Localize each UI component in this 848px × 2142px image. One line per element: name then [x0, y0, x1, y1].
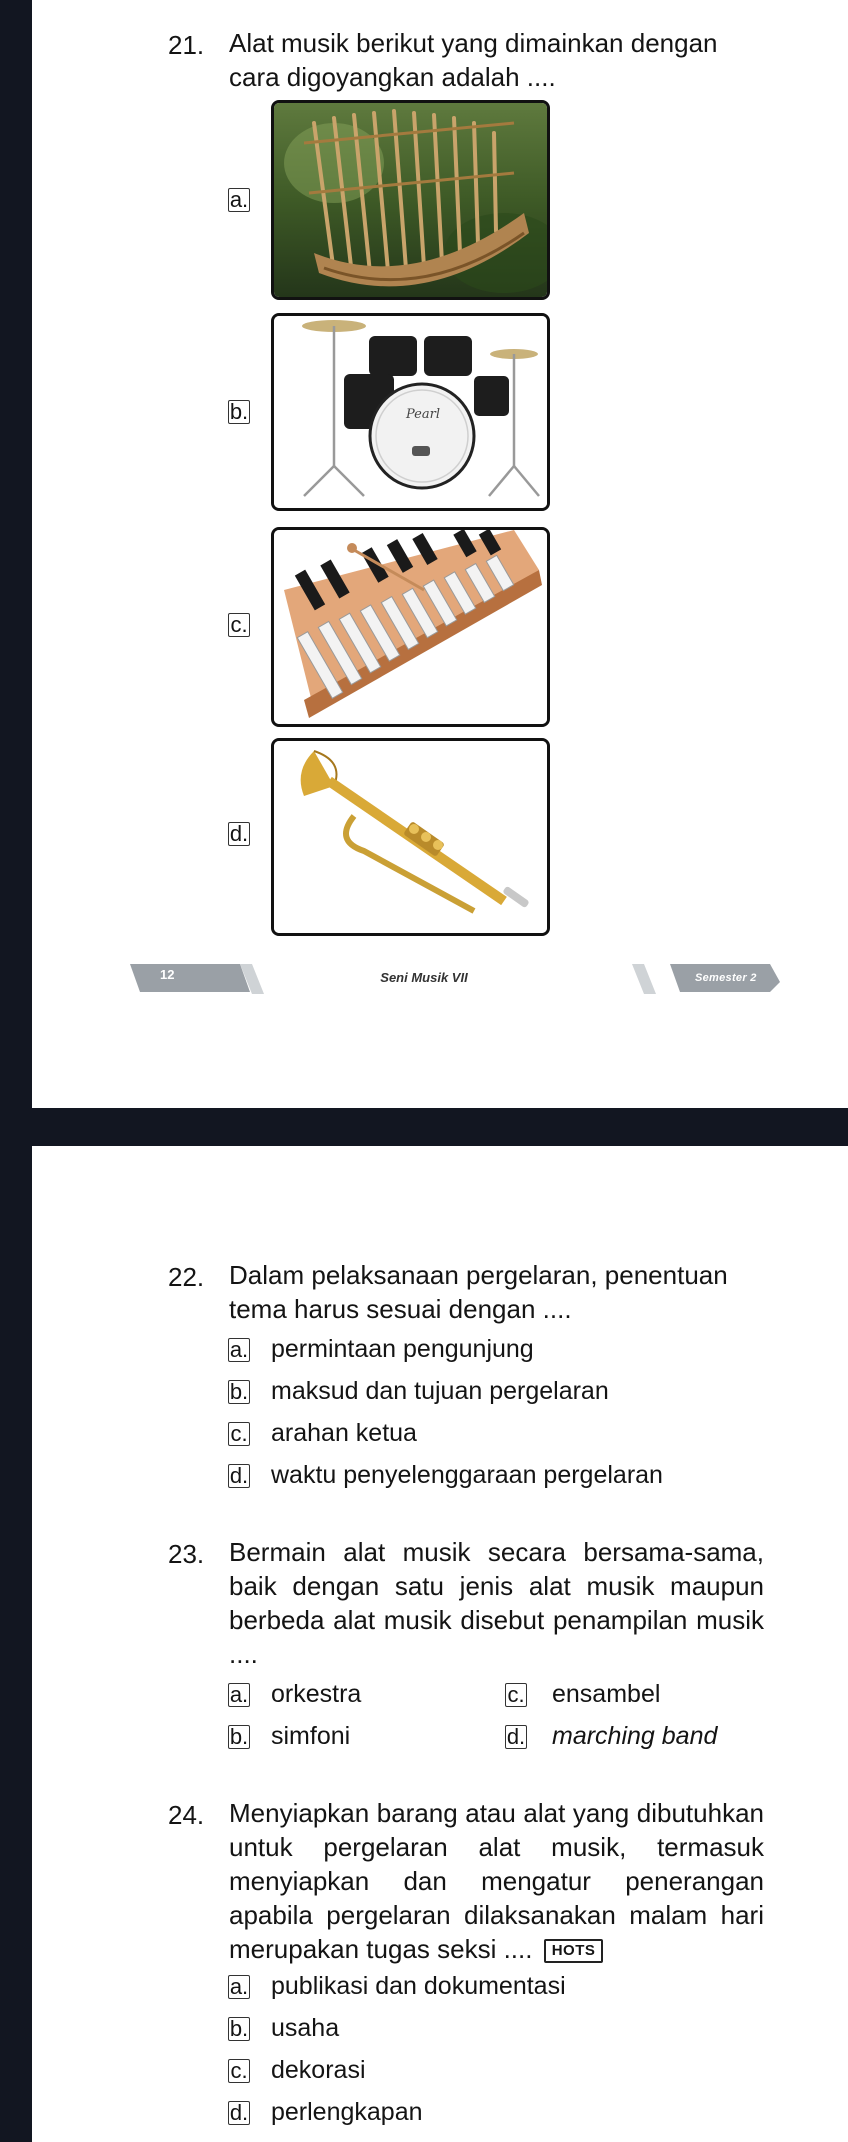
q22-option-b-letter[interactable]: b. [229, 1379, 249, 1404]
glockenspiel-image [274, 530, 547, 724]
q23-option-d-letter[interactable]: d. [506, 1724, 526, 1749]
trumpet-image [274, 741, 547, 933]
q24-number: 24. [168, 1800, 205, 1830]
angklung-image [274, 103, 547, 297]
q24-option-d-letter[interactable]: d. [229, 2100, 249, 2125]
footer-semester: Semester 2 [695, 972, 757, 984]
q23-number: 23. [168, 1539, 205, 1569]
q23-option-d-text[interactable]: marching band [552, 1722, 718, 1750]
q22-text: Dalam pelaksanaan pergelaran, penentuan tema harus sesuai dengan .... [229, 1260, 728, 1324]
q22-option-c-text[interactable]: arahan ketua [271, 1419, 417, 1447]
q22-option-b-text[interactable]: maksud dan tujuan pergelaran [271, 1377, 609, 1405]
page-number: 12 [160, 967, 175, 982]
q21-option-b-image[interactable] [271, 313, 550, 511]
q23-option-a-text[interactable]: orkestra [271, 1680, 362, 1708]
q22-option-a-letter[interactable]: a. [229, 1337, 249, 1362]
q24-option-a-text[interactable]: publikasi dan dokumentasi [271, 1972, 566, 2000]
footer-title: Seni Musik VII [380, 970, 468, 985]
q22-number: 22. [168, 1262, 205, 1292]
q23-option-b-text[interactable]: simfoni [271, 1722, 351, 1750]
q21-option-a-letter[interactable]: a. [229, 187, 249, 212]
q23-text: Bermain alat musik secara bersama-sama, baik dengan satu jenis alat musik maupun berbeda alat musik disebut penampilan musik .... [229, 1537, 764, 1669]
q23-option-c-text[interactable]: ensambel [552, 1680, 661, 1708]
q21-option-b-letter[interactable]: b. [229, 399, 249, 424]
q23-option-a-letter[interactable]: a. [229, 1682, 249, 1707]
q21-option-a-image[interactable] [271, 100, 550, 300]
page-footer [0, 962, 848, 1002]
left-dark-edge [0, 0, 32, 2142]
q24-option-b-letter[interactable]: b. [229, 2016, 249, 2041]
q21-option-c-letter[interactable]: c. [228, 613, 250, 637]
q22-option-d-letter[interactable]: d. [229, 1463, 249, 1488]
svg-text:Pearl: Pearl [406, 407, 440, 422]
q22-option-c-letter[interactable]: c. [228, 1422, 250, 1446]
q22-option-d-text[interactable]: waktu penyelenggaraan pergelaran [271, 1461, 663, 1489]
q24-text: Menyiapkan barang atau alat yang dibutuhkan untuk pergelaran alat musik, termasuk menyiapkan dan mengatur penerangan apabila pergelaran dilaksanakan malam hari merupakan tugas seksi .... [229, 1798, 764, 1964]
hots-badge: HOTS [544, 1939, 604, 1963]
q22-option-a-text[interactable]: permintaan pengunjung [271, 1335, 534, 1363]
q23-option-b-letter[interactable]: b. [229, 1724, 249, 1749]
q21-option-d-image[interactable] [271, 738, 550, 936]
q21-option-c-image[interactable] [271, 527, 550, 727]
q21-text: Alat musik berikut yang dimainkan dengan cara digoyangkan adalah .... [229, 28, 718, 92]
q21-option-d-letter[interactable]: d. [229, 821, 249, 846]
q24-option-c-letter[interactable]: c. [228, 2059, 250, 2083]
page-separator [0, 1108, 848, 1146]
drum-set-image [274, 316, 547, 508]
q24-text-block [229, 1796, 764, 1966]
q24-option-c-text[interactable]: dekorasi [271, 2056, 366, 2084]
q21-number: 21. [168, 30, 205, 60]
q24-option-a-letter[interactable]: a. [229, 1974, 249, 1999]
q24-option-b-text[interactable]: usaha [271, 2014, 340, 2042]
q24-option-d-text[interactable]: perlengkapan [271, 2098, 423, 2126]
q23-option-c-letter[interactable]: c. [505, 1683, 527, 1707]
